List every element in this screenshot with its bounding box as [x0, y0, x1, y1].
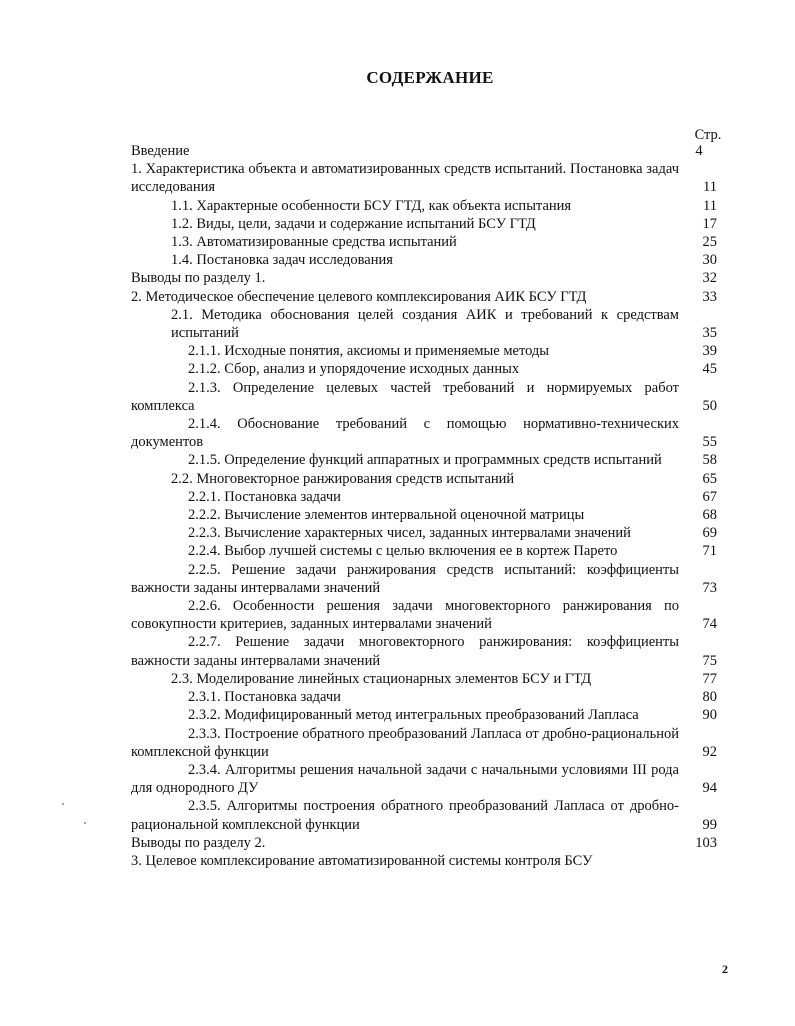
toc-entry [131, 797, 719, 833]
toc-entry-page: 33 [702, 288, 717, 305]
toc-entry [131, 160, 719, 196]
toc-entry [131, 451, 719, 469]
toc-entry-page: 74 [702, 616, 717, 633]
toc-entry-text: Выводы по разделу 1. [131, 270, 266, 287]
toc-entry-text: Выводы по разделу 2. [131, 834, 266, 851]
toc-entry [131, 524, 719, 542]
toc-entry-text: 1.2. Виды, цели, задачи и содержание испытаний БСУ ГТД [171, 215, 536, 232]
page-column-header: Стр. [694, 127, 722, 143]
toc-entry [131, 288, 719, 306]
toc-entry [131, 561, 719, 597]
toc-entry-page: 73 [702, 579, 717, 596]
toc-entry [131, 379, 719, 415]
toc-entry [131, 706, 719, 724]
toc-entry-page: 17 [702, 215, 717, 232]
toc-entry [131, 834, 719, 852]
toc-entry [131, 197, 719, 215]
toc-entry-text: 2.3.4. Алгоритмы решения начальной задачи с начальными условиями III рода для однородного ДУ [131, 761, 679, 797]
toc-entry [131, 725, 719, 761]
toc-entry-page: 80 [702, 689, 717, 706]
toc-entry-text: 2.2.1. Постановка задачи [188, 488, 341, 505]
toc-entry [131, 542, 719, 560]
table-of-contents [131, 142, 719, 870]
toc-entry-page: 55 [702, 434, 717, 451]
toc-entry-text: 1. Характеристика объекта и автоматизированных средств испытаний. Постановка задач исследования [131, 161, 679, 196]
toc-entry [131, 852, 719, 870]
toc-entry-page: 103 [695, 834, 717, 851]
toc-entry-page: 11 [703, 179, 717, 196]
toc-entry-text: 1.4. Постановка задач исследования [171, 252, 393, 269]
toc-entry [131, 306, 719, 342]
toc-entry-text: 2.1.5. Определение функций аппаратных и программных средств испытаний [188, 452, 662, 469]
toc-entry [131, 142, 719, 160]
toc-entry-text: 1.3. Автоматизированные средства испытаний [171, 234, 457, 251]
toc-entry-page: 67 [702, 488, 717, 505]
toc-entry-page: 65 [702, 470, 717, 487]
toc-entry [131, 251, 719, 269]
toc-entry-text: 2.3.3. Построение обратного преобразований Лапласа от дробно-рациональной комплексной функции [131, 725, 679, 760]
toc-entry-page: 32 [702, 270, 717, 287]
toc-entry-text: 1.1. Характерные особенности БСУ ГТД, как объекта испытания [171, 197, 572, 214]
toc-entry [131, 506, 719, 524]
toc-entry [131, 597, 719, 633]
toc-entry [131, 360, 719, 378]
toc-entry-text: 2. Методическое обеспечение целевого комплексирования АИК БСУ ГТД [131, 288, 587, 305]
toc-entry-page: 58 [702, 452, 717, 469]
scan-speck [84, 822, 86, 824]
toc-entry [131, 633, 719, 669]
toc-entry-page: 77 [702, 670, 717, 687]
toc-entry-page: 68 [702, 507, 717, 524]
toc-entry-page: 35 [702, 325, 717, 342]
page-number: 2 [722, 962, 728, 976]
toc-entry [131, 488, 719, 506]
toc-entry-text: 2.2. Многовекторное ранжирования средств испытаний [171, 470, 515, 487]
toc-entry-text: 2.2.2. Вычисление элементов интервальной оценочной матрицы [188, 507, 585, 524]
toc-entry [131, 688, 719, 706]
toc-entry [131, 670, 719, 688]
toc-entry [131, 415, 719, 451]
toc-entry-text: 2.2.5. Решение задачи ранжирования средств испытаний: коэффициенты важности заданы интервалами значений [131, 561, 679, 596]
toc-entry-text: 2.1.4. Обоснование требований с помощью нормативно-технических документов [131, 416, 679, 451]
toc-entry-page: 99 [702, 816, 717, 833]
toc-entry-text: 2.3.1. Постановка задачи [188, 689, 341, 706]
toc-entry-page: 4 [695, 143, 703, 159]
toc-entry-page: 75 [702, 652, 717, 669]
toc-entry-page: 25 [702, 234, 717, 251]
toc-entry-text: 2.3.2. Модифицированный метод интегральных преобразований Лапласа [188, 707, 639, 724]
toc-entry-page: 92 [702, 743, 717, 760]
toc-entry-page: 45 [702, 361, 717, 378]
toc-entry-page: 94 [702, 780, 717, 797]
toc-entry-page: 11 [703, 197, 717, 214]
toc-entry-text: 3. Целевое комплексирование автоматизированной системы контроля БСУ [131, 852, 593, 869]
toc-entry-page: 30 [702, 252, 717, 269]
toc-entry-text: 2.1. Методика обоснования целей создания АИК и требований к средствам испытаний [171, 306, 679, 342]
toc-entry-text: 2.2.4. Выбор лучшей системы с целью включения ее в кортеж Парето [188, 543, 618, 560]
toc-entry-text: 2.3. Моделирование линейных стационарных элементов БСУ и ГТД [171, 670, 592, 687]
toc-entry-text: 2.3.5. Алгоритмы построения обратного преобразований Лапласа от дробно-рациональной комплексной функции [131, 798, 679, 833]
toc-entry-text: 2.2.3. Вычисление характерных чисел, заданных интервалами значений [188, 525, 631, 542]
toc-entry-text: 2.1.1. Исходные понятия, аксиомы и применяемые методы [188, 343, 550, 360]
scan-speck [62, 803, 64, 805]
toc-entry-page: 50 [702, 397, 717, 414]
toc-entry-text: 2.2.7. Решение задачи многовекторного ранжирования: коэффициенты важности заданы интервалами значений [131, 634, 679, 669]
toc-entry [131, 269, 719, 287]
toc-entry-page: 90 [702, 707, 717, 724]
toc-entry-text: 2.2.6. Особенности решения задачи многовекторного ранжирования по совокупности критериев, заданных интервалами значений [131, 598, 679, 633]
toc-entry [131, 470, 719, 488]
toc-entry-page: 71 [702, 543, 717, 560]
toc-entry-text: 2.1.2. Сбор, анализ и упорядочение исходных данных [188, 361, 520, 378]
toc-entry [131, 761, 719, 797]
toc-entry-text: Введение [131, 143, 190, 159]
toc-entry [131, 215, 719, 233]
toc-entry-page: 39 [702, 343, 717, 360]
page-title: СОДЕРЖАНИЕ [366, 68, 494, 87]
toc-entry [131, 342, 719, 360]
toc-entry-page: 69 [702, 525, 717, 542]
toc-entry [131, 233, 719, 251]
toc-entry-text: 2.1.3. Определение целевых частей требований и нормируемых работ комплекса [131, 379, 679, 414]
